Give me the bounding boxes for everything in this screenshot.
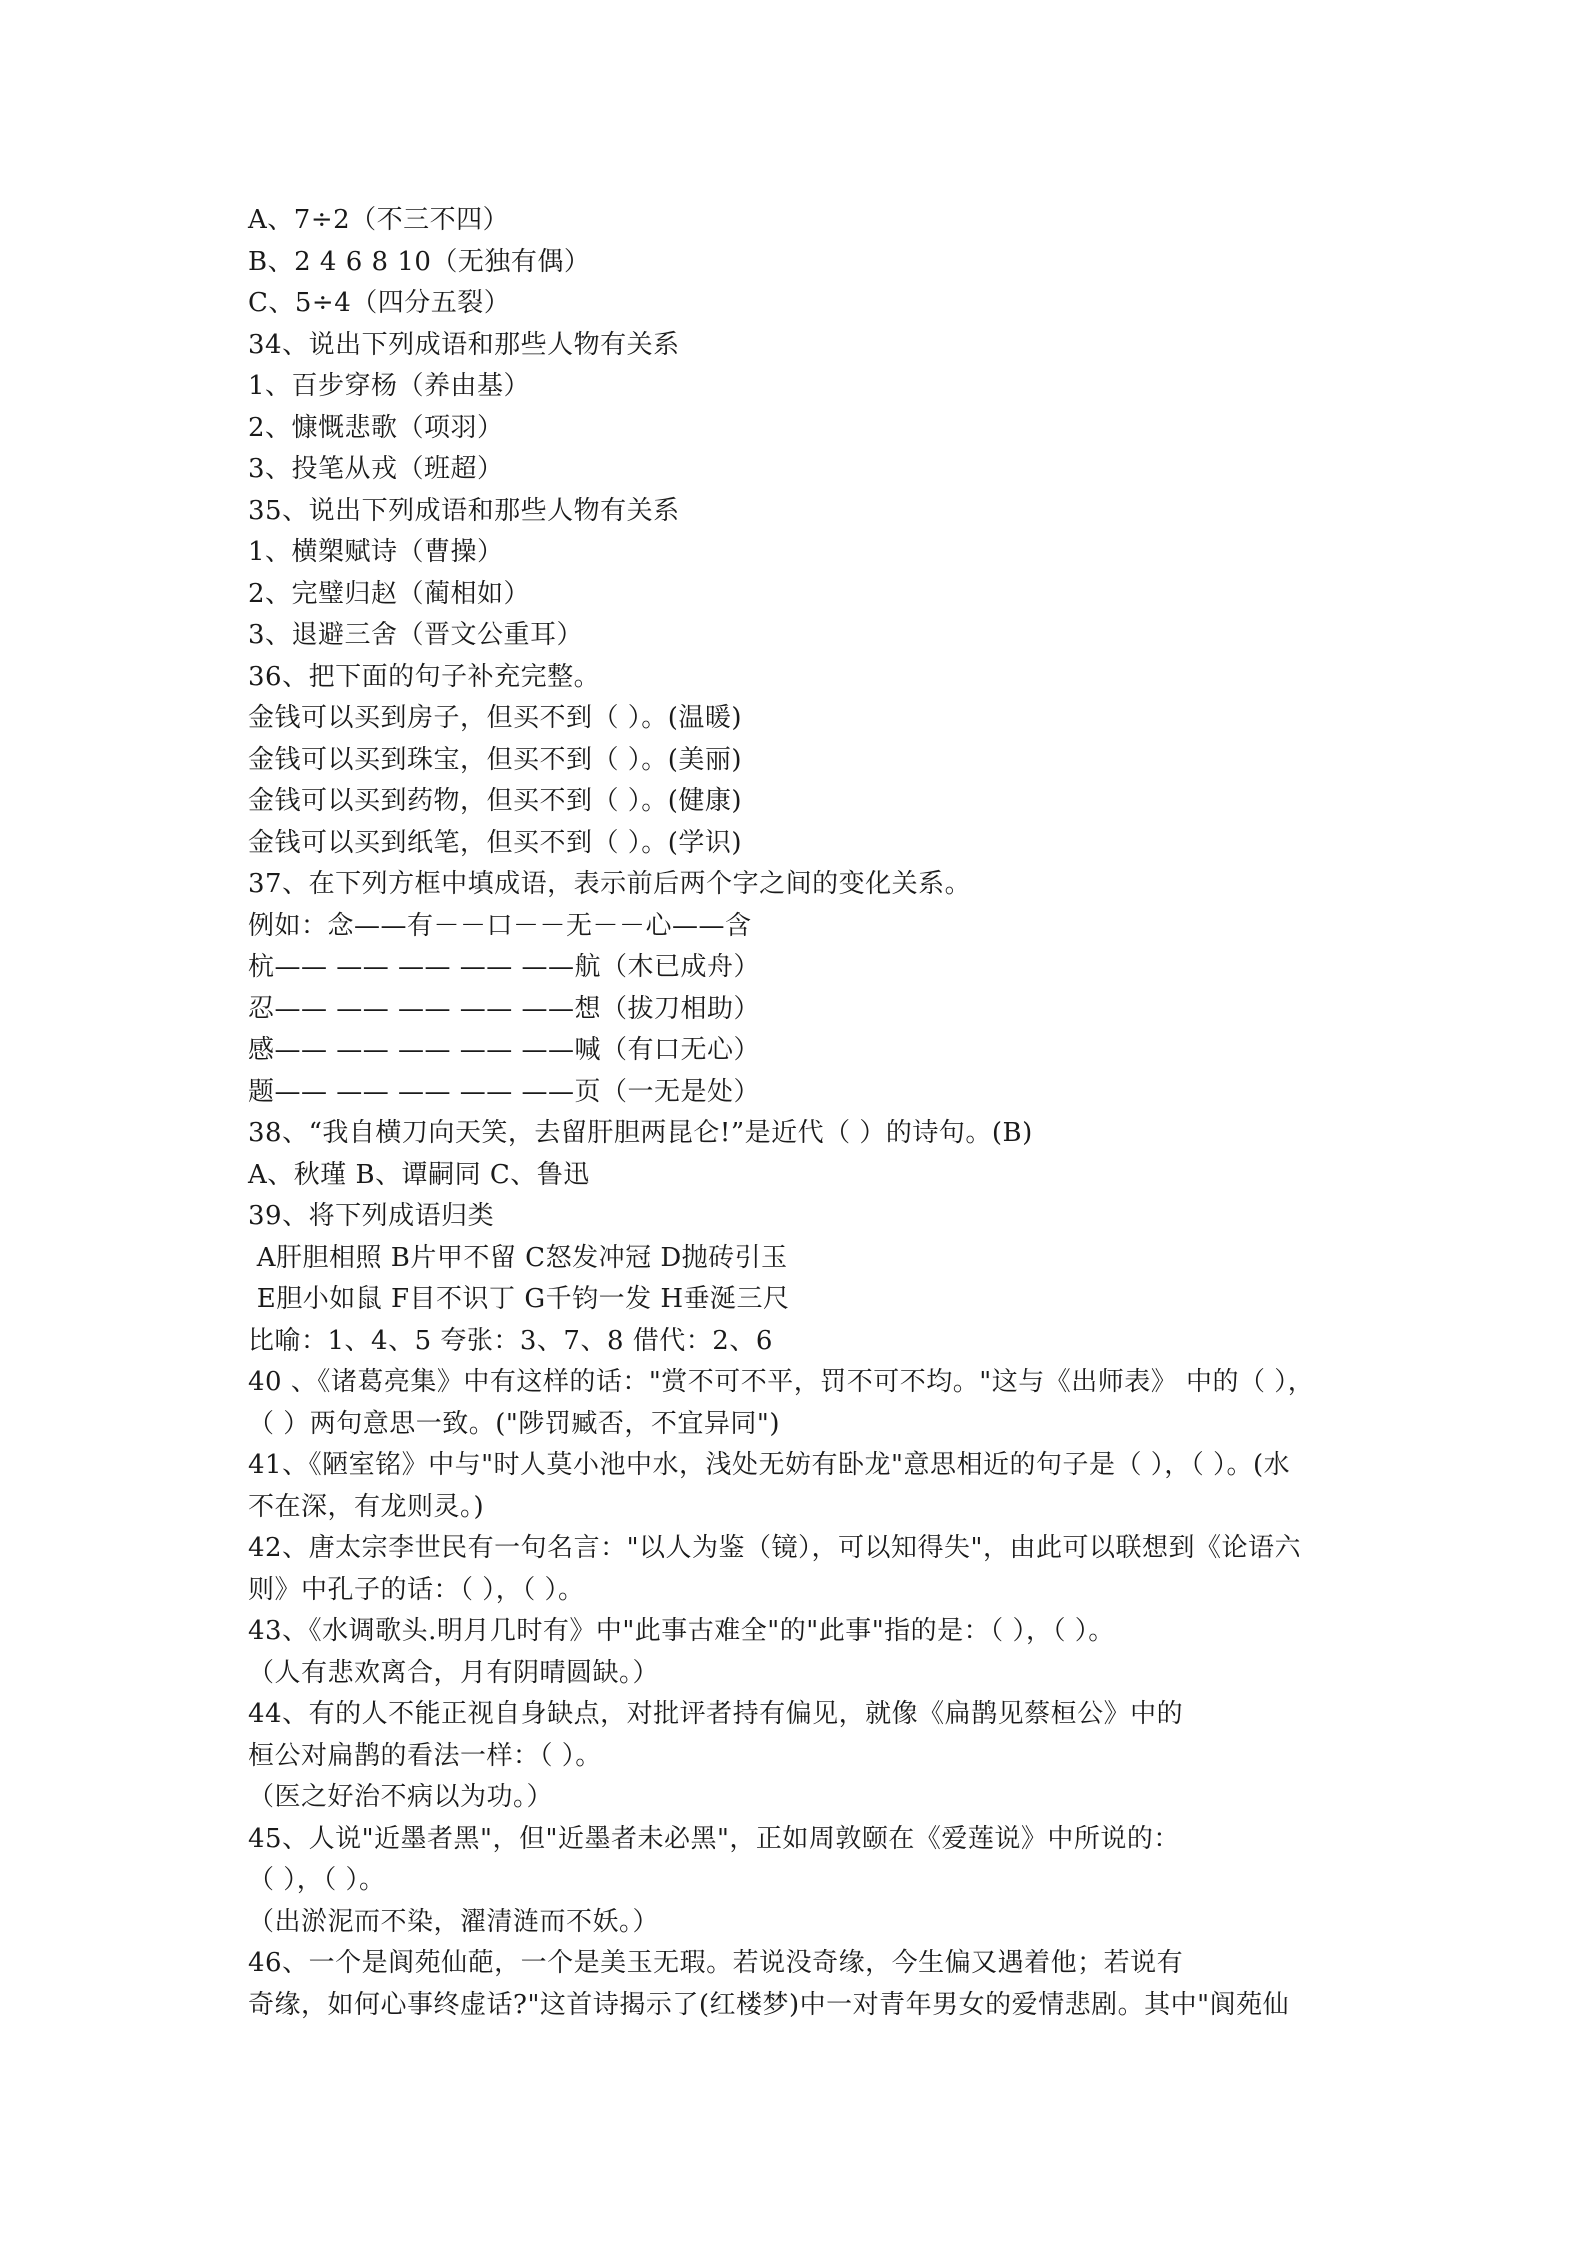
text-line: （医之好治不病以为功。） <box>248 1782 554 1812</box>
text-line: （出淤泥而不染，濯清涟而不妖。） <box>248 1906 660 1937</box>
text-line: 1、百步穿杨（养由基） <box>248 371 531 401</box>
text-line: 金钱可以买到药物，但买不到（ ）。(健康) <box>248 786 743 816</box>
question-heading: 46、一个是阆苑仙葩，一个是美玉无瑕。若说没奇缘，今生偏又遇着他；若说有 <box>248 1948 1184 1978</box>
text-line: 1、横槊赋诗（曹操） <box>248 537 504 567</box>
question-heading: 41、《陋室铭》中与"时人莫小池中水，浅处无妨有卧龙"意思相近的句子是（ ），（ ）。(水 <box>248 1450 1291 1480</box>
question-heading: 38、“我自横刀向天笑，去留肝胆两昆仑!”是近代（ ）的诗句。(B) <box>248 1118 1033 1148</box>
text-line: 金钱可以买到房子，但买不到（ ）。(温暖) <box>248 703 743 733</box>
text-line: 奇缘，如何心事终虚话?"这首诗揭示了(红楼梦)中一对青年男女的爱情悲剧。其中"阆苑仙 <box>248 1989 1290 2020</box>
text-line: A、7÷2（不三不四） <box>248 205 510 235</box>
text-line: （人有悲欢离合，月有阴晴圆缺。） <box>248 1657 660 1688</box>
question-heading: 37、在下列方框中填成语，表示前后两个字之间的变化关系。 <box>248 869 972 899</box>
question-heading: 44、有的人不能正视自身缺点，对批评者持有偏见，就像《扁鹊见蔡桓公》中的 <box>248 1699 1184 1729</box>
text-line: 2、完璧归赵（蔺相如） <box>248 578 531 609</box>
text-line: A肝胆相照 B片甲不留 C怒发冲冠 D抛砖引玉 <box>248 1242 788 1273</box>
text-line: 金钱可以买到珠宝，但买不到（ ）。(美丽) <box>248 744 743 775</box>
text-line: （ ），（ ）。 <box>248 1865 386 1895</box>
text-line: 2、慷慨悲歌（项羽） <box>248 412 504 443</box>
question-heading: 36、把下面的句子补充完整。 <box>248 661 601 692</box>
question-heading: 40 、《诸葛亮集》中有这样的话："赏不可不平，罚不可不均。"这与《出师表》 中的（ ）， <box>248 1367 1315 1397</box>
text-line: 忍—— —— —— —— ——想（拔刀相助） <box>248 993 761 1024</box>
text-line: 不在深，有龙则灵。) <box>248 1491 485 1522</box>
text-line: （ ）两句意思一致。("陟罚臧否，不宜异同") <box>248 1408 780 1439</box>
text-line: B、2 4 6 8 10（无独有偶） <box>248 246 591 277</box>
document-body <box>248 200 1358 2026</box>
text-line: 题—— —— —— —— ——页（一无是处） <box>248 1076 761 1107</box>
text-line: A、秋瑾 B、谭嗣同 C、鲁迅 <box>248 1159 590 1190</box>
text-line: C、5÷4（四分五裂） <box>248 288 511 318</box>
text-line: 比喻：1、4、5 夸张：3、7、8 借代：2、6 <box>248 1325 773 1356</box>
question-heading: 42、唐太宗李世民有一句名言："以人为鉴（镜），可以知得失"，由此可以联想到《论语六 <box>248 1533 1302 1563</box>
question-heading: 43、《水调歌头.明月几时有》中"此事古难全"的"此事"指的是：（ ），（ ）。 <box>248 1616 1115 1646</box>
question-heading: 34、说出下列成语和那些人物有关系 <box>248 329 680 360</box>
text-line: E胆小如鼠 F目不识丁 G千钧一发 H垂涎三尺 <box>248 1284 790 1314</box>
text-line: 桓公对扁鹊的看法一样：（ ）。 <box>248 1740 602 1771</box>
text-line: 则》中孔子的话：（ ），（ ）。 <box>248 1574 585 1605</box>
text-line: 杭—— —— —— —— ——航（木已成舟） <box>248 952 761 982</box>
text-line: 例如：念——有－－口－－无－－心——含 <box>248 910 752 941</box>
text-line: 感—— —— —— —— ——喊（有口无心） <box>248 1035 761 1065</box>
text-line: 3、退避三舍（晋文公重耳） <box>248 620 584 650</box>
question-heading: 35、说出下列成语和那些人物有关系 <box>248 495 680 526</box>
question-heading: 45、人说"近墨者黑"，但"近墨者未必黑"，正如周敦颐在《爱莲说》中所说的： <box>248 1823 1180 1854</box>
text-line: 金钱可以买到纸笔，但买不到（ ）。(学识) <box>248 827 743 858</box>
question-heading: 39、将下列成语归类 <box>248 1201 495 1231</box>
text-line: 3、投笔从戎（班超） <box>248 454 504 484</box>
